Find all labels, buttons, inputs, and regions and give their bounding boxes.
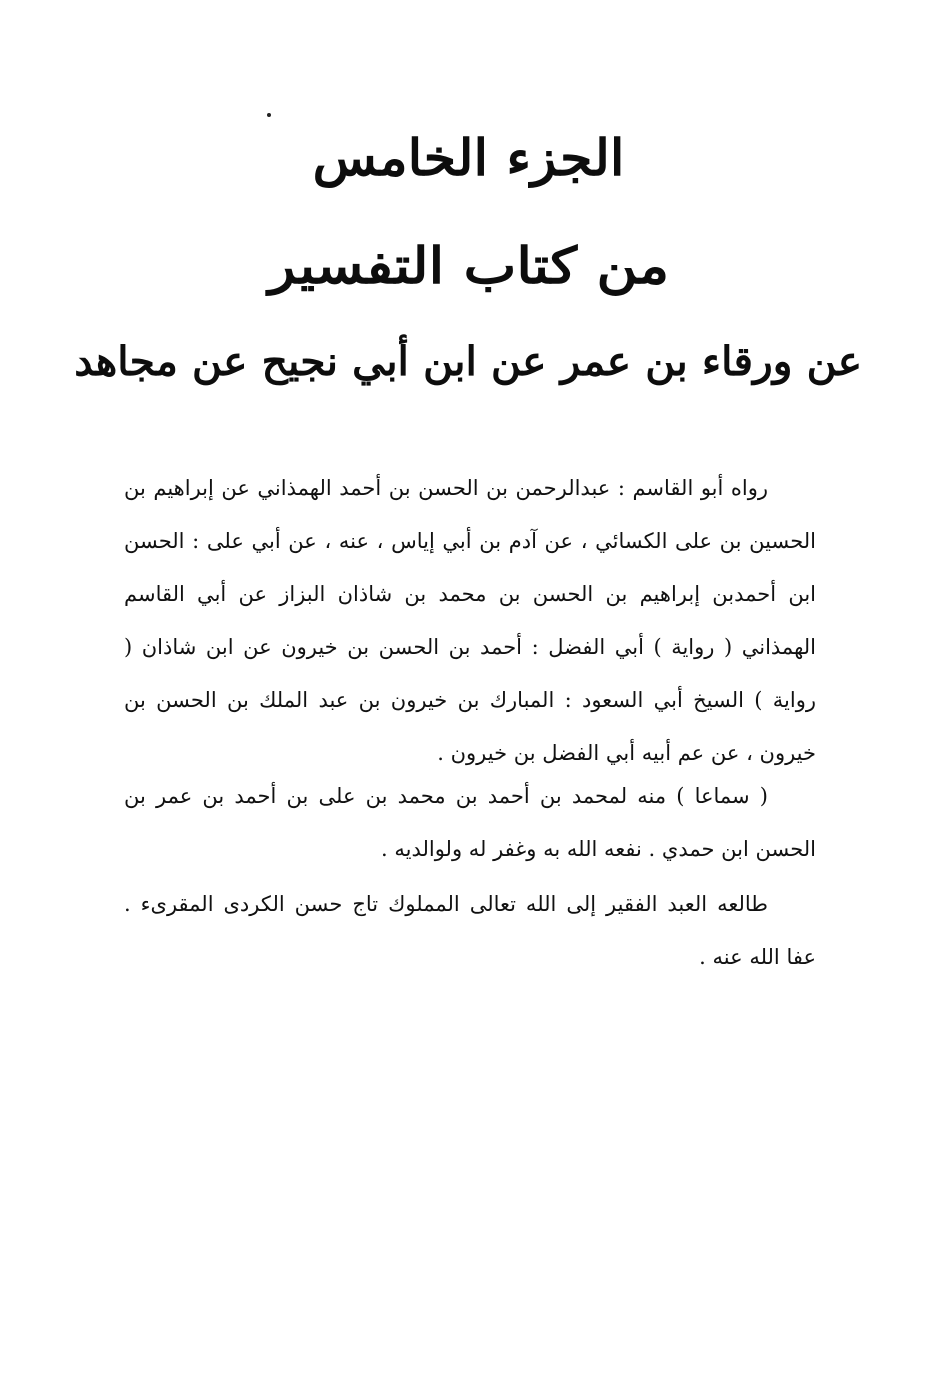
ink-speck [267, 113, 271, 117]
book-title [0, 236, 937, 295]
chain-title-text: عن ورقاء بن عمر عن ابن أبي نجيح عن مجاهد [74, 338, 863, 385]
part-title-text: الجزء الخامس [312, 128, 625, 187]
book-title-text: من كتاب التفسير [268, 236, 669, 295]
reader-note-paragraph: طالعه العبد الفقير إلى الله تعالى المملوك تاج حسن الكردى المقرىء . عفا الله عنه . [124, 892, 816, 969]
transmission-paragraph: رواه أبو القاسم : عبدالرحمن بن الحسن بن أحمد الهمذاني عن إبراهيم بن الحسين بن على الكسائي ، عن آدم بن أبي إياس ، عنه ، عن أبي على : الحسن ابن أحمدبن إبراهيم بن الحسن بن محمد بن شاذان البزاز عن أبي القاسم الهمذاني ( رواية ) أبي الفضل : أحمد بن الحسن بن خيرون عن ابن شاذان ( رواية ) السيخ أبي السعود : المبارك بن خيرون بن عبد الملك بن الحسن بن خيرون ، عن عم أبيه أبي الفضل بن خيرون . [124, 476, 816, 765]
audition-paragraph: ( سماعا ) منه لمحمد بن أحمد بن محمد بن على بن أحمد بن عمر بن الحسن ابن حمدي . نفعه الله به وغفر له ولوالديه . [124, 784, 816, 861]
chain-title [0, 338, 937, 385]
part-title [0, 128, 937, 187]
